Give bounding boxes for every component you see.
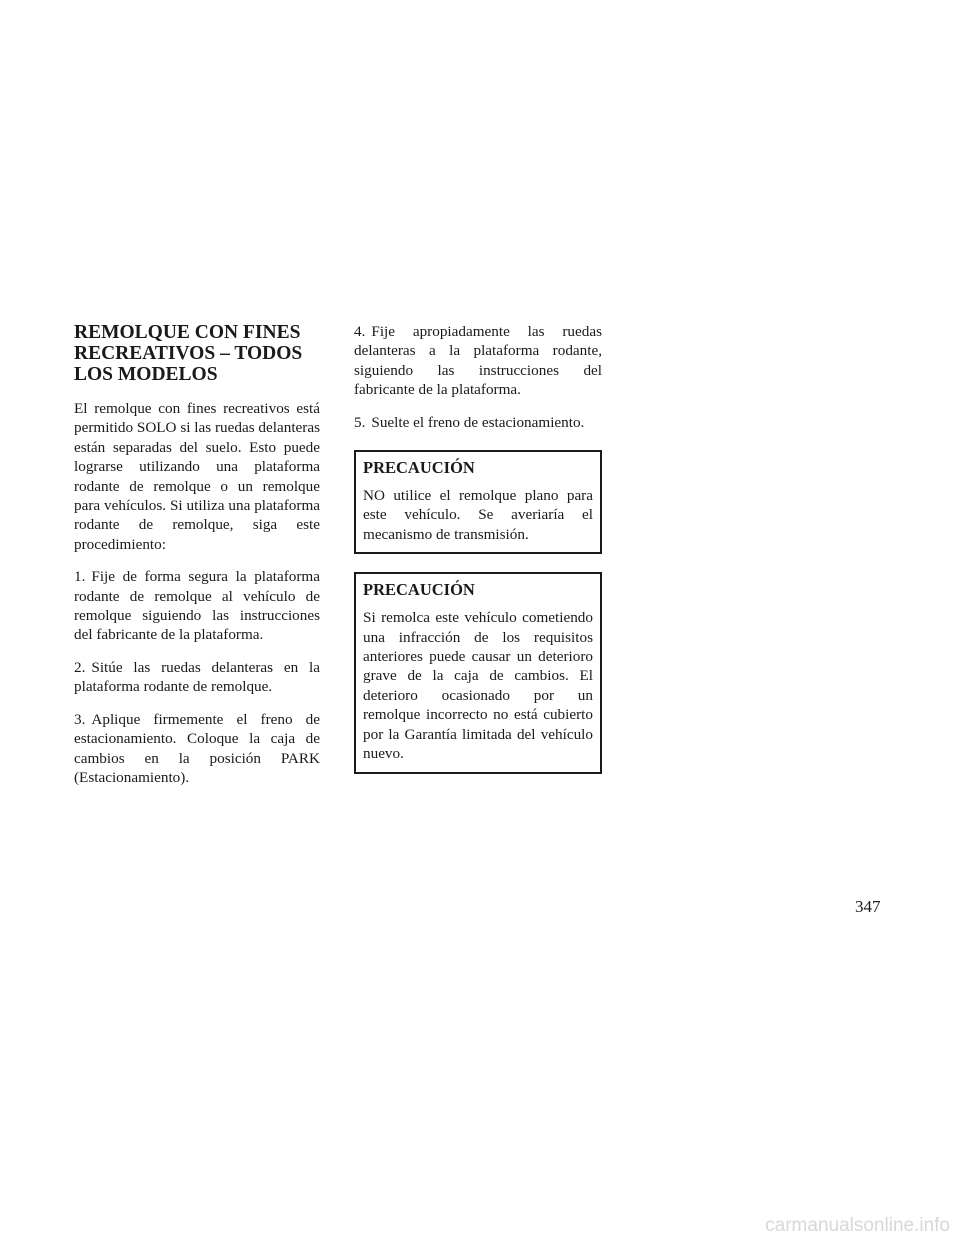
caution-text: Si remolca este vehículo cometiendo una infracción de los requisitos anteriores puede causar un deterioro grave de la caja de cambios. El deterioro ocasionado por un remolque incorrecto no está cubierto por la Garantía limitada del vehículo nuevo.: [363, 609, 593, 763]
caution-box-1: [354, 450, 602, 554]
right-column: [354, 322, 602, 792]
page-number: 347: [855, 897, 881, 916]
caution-text: NO utilice el remolque plano para este vehículo. Se averiaría el mecanismo de transmisión.: [363, 487, 593, 543]
left-column: [74, 322, 320, 800]
step-1: 1. Fije de forma segura la plataforma rodante de remolque al vehículo de remolque siguiendo las instrucciones del fabricante de la plataforma.: [74, 568, 320, 644]
caution-title: PRECAUCIÓN: [363, 580, 475, 600]
step-4: 4. Fije apropiadamente las ruedas delanteras a la plataforma rodante, siguiendo las instrucciones del fabricante de la plataforma.: [354, 323, 602, 399]
step-3: 3. Aplique firmemente el freno de estacionamiento. Coloque la caja de cambios en la posición PARK (Estacionamiento).: [74, 710, 320, 786]
step-2: 2. Sitúe las ruedas delanteras en la plataforma rodante de remolque.: [74, 658, 320, 696]
caution-title: PRECAUCIÓN: [363, 458, 475, 478]
section-title: REMOLQUE CON FINES RECREATIVOS – TODOS LOS MODELOS: [74, 322, 303, 385]
intro-paragraph: El remolque con fines recreativos está permitido SOLO si las ruedas delanteras están separadas del suelo. Esto puede lograrse utilizando una plataforma rodante de remolque o un remolque para vehículos. Si utiliza una plataforma rodante de remolque, siga este procedimiento:: [74, 400, 320, 553]
caution-box-2: [354, 572, 602, 773]
step-5: 5. Suelte el freno de estacionamiento.: [354, 413, 585, 431]
watermark[interactable]: carmanualsonline.info: [765, 1215, 950, 1236]
